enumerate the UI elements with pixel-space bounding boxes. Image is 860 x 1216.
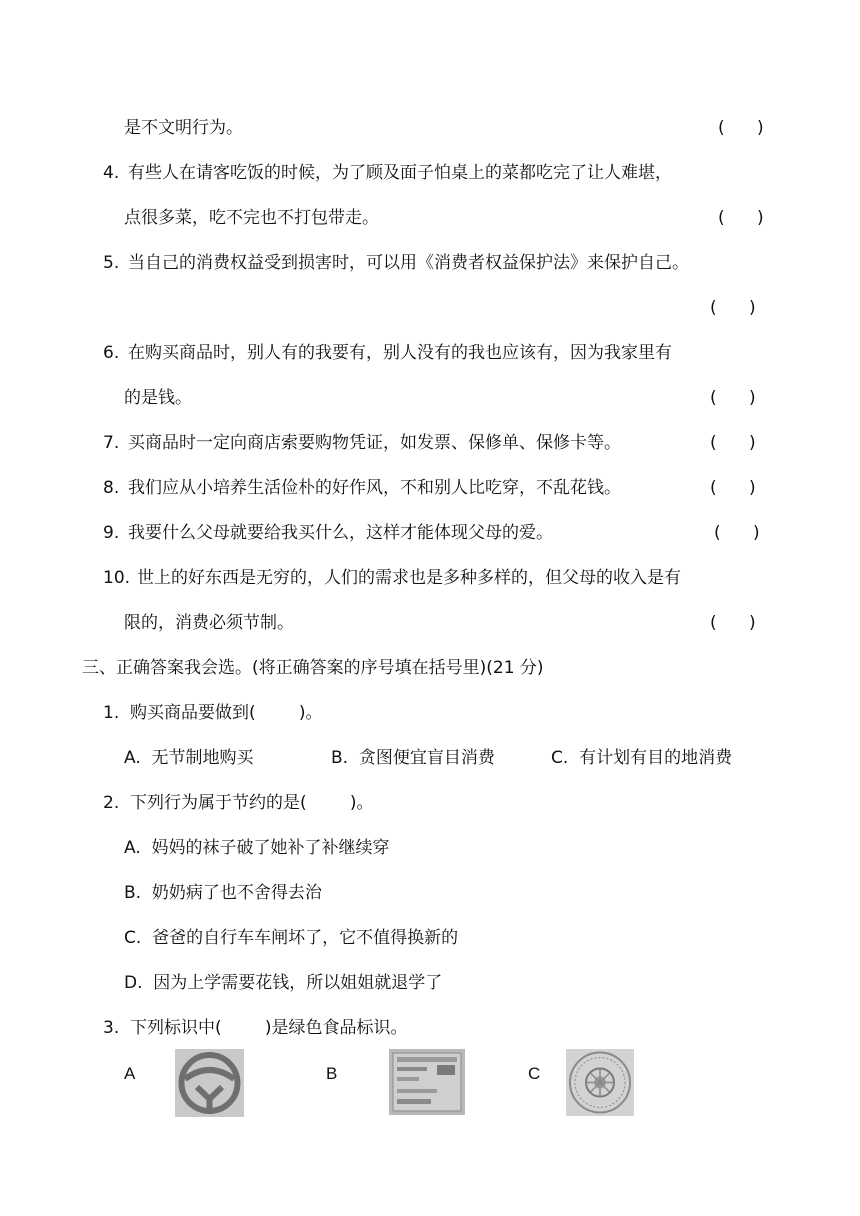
q2-option-b[interactable]: B. 奶奶病了也不舍得去治 — [124, 883, 322, 903]
q2-option-d[interactable]: D. 因为上学需要花钱，所以姐姐就退学了 — [124, 973, 443, 993]
circular-seal-icon[interactable] — [566, 1049, 634, 1116]
item-7-line-1: 买商品时一定向商店索要购物凭证，如发票、保修单、保修卡等。 — [128, 433, 621, 453]
section-3-heading: 三、正确答案我会选。(将正确答案的序号填在括号里)(21 分) — [82, 658, 544, 678]
item-4-line-1: 有些人在请客吃饭的时候，为了顾及面子怕桌上的菜都吃完了让人难堪， — [128, 163, 672, 183]
item-5-number: 5. — [103, 253, 120, 273]
q2-stem: 2. 下列行为属于节约的是( )。 — [103, 793, 374, 813]
answer-paren-8[interactable]: ( ) — [710, 478, 756, 498]
answer-paren-3[interactable]: ( ) — [718, 118, 764, 138]
q1-option-a[interactable]: A. 无节制地购买 — [124, 748, 254, 768]
item-4-line-2: 点很多菜，吃不完也不打包带走。 — [124, 208, 379, 228]
q3-label-c[interactable]: C — [528, 1064, 541, 1083]
q1-option-b[interactable]: B. 贪图便宜盲目消费 — [331, 748, 495, 768]
q2-option-a[interactable]: A. 妈妈的袜子破了她补了补继续穿 — [124, 838, 390, 858]
item-6-line-1: 在购买商品时，别人有的我要有，别人没有的我也应该有，因为我家里有 — [128, 343, 672, 363]
item-8-number: 8. — [103, 478, 120, 498]
item-10-number: 10. — [103, 568, 131, 588]
answer-paren-7[interactable]: ( ) — [710, 433, 756, 453]
answer-paren-4[interactable]: ( ) — [718, 208, 764, 228]
q2-option-c[interactable]: C. 爸爸的自行车车闸坏了，它不值得换新的 — [124, 928, 459, 948]
item-9-number: 9. — [103, 523, 120, 543]
q3-label-a[interactable]: A — [124, 1064, 136, 1083]
answer-paren-10[interactable]: ( ) — [710, 613, 756, 633]
item-4-number: 4. — [103, 163, 120, 183]
item-8-line-1: 我们应从小培养生活俭朴的好作风，不和别人比吃穿，不乱花钱。 — [128, 478, 621, 498]
item-6-line-2: 的是钱。 — [124, 388, 192, 408]
item-5-line-1: 当自己的消费权益受到损害时，可以用《消费者权益保护法》来保护自己。 — [128, 253, 689, 273]
item-10-line-1: 世上的好东西是无穷的，人们的需求也是多种多样的，但父母的收入是有 — [137, 568, 681, 588]
item-6-number: 6. — [103, 343, 120, 363]
answer-paren-9[interactable]: ( ) — [714, 523, 760, 543]
item-3-line-2: 是不文明行为。 — [124, 118, 243, 138]
item-10-line-2: 限的，消费必须节制。 — [124, 613, 294, 633]
q3-label-b[interactable]: B — [326, 1064, 338, 1083]
q1-option-c[interactable]: C. 有计划有目的地消费 — [551, 748, 733, 768]
green-food-logo-icon[interactable] — [175, 1049, 244, 1117]
answer-paren-5[interactable]: ( ) — [710, 298, 756, 318]
q3-stem: 3. 下列标识中( )是绿色食品标识。 — [103, 1018, 408, 1038]
item-9-line-1: 我要什么父母就要给我买什么，这样才能体现父母的爱。 — [128, 523, 553, 543]
q1-stem: 1. 购买商品要做到( )。 — [103, 703, 323, 723]
answer-paren-6[interactable]: ( ) — [710, 388, 756, 408]
item-7-number: 7. — [103, 433, 120, 453]
info-label-icon[interactable] — [389, 1049, 465, 1115]
